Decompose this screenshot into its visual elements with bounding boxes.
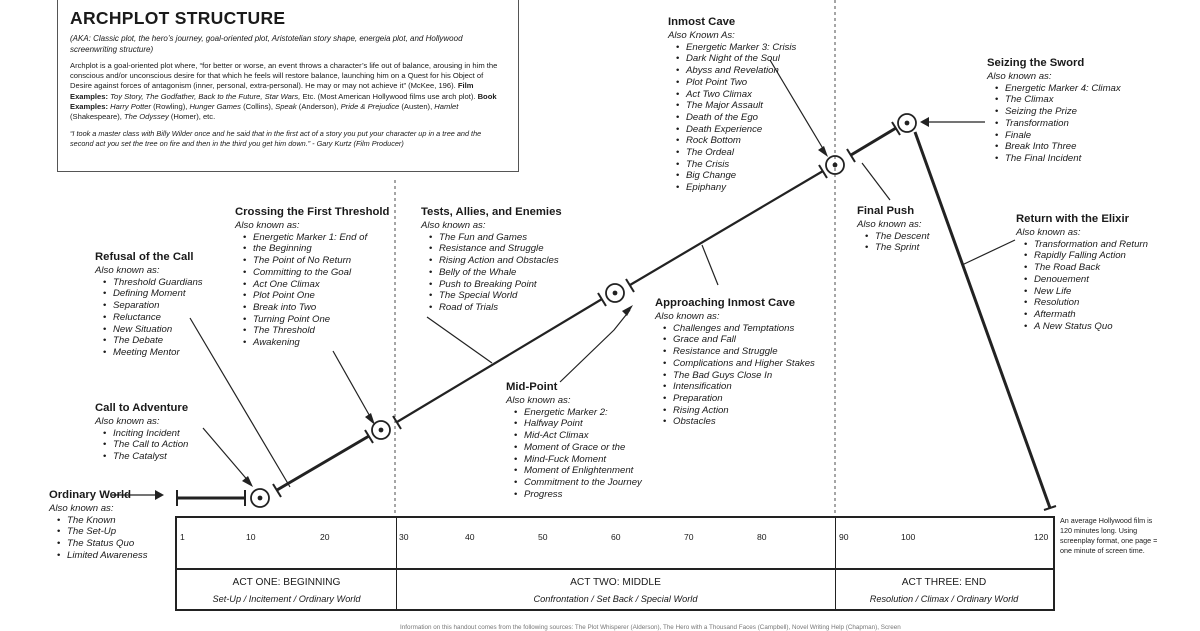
stage-alias-item: • The Descent xyxy=(865,231,929,243)
stage-alias-item: • The Debate xyxy=(103,335,203,347)
stage-crossing-first-threshold xyxy=(235,205,389,349)
intro-description-part: Speak xyxy=(275,101,297,111)
page-tick: 40 xyxy=(465,532,475,542)
page-tick: 1 xyxy=(180,532,185,542)
stage-alias-item: • The Status Quo xyxy=(57,538,148,550)
page-tick: 120 xyxy=(1034,532,1049,542)
stage-alias-list xyxy=(95,428,188,463)
stage-inmost-cave xyxy=(668,15,796,194)
stage-alias-list xyxy=(668,42,796,194)
intro-description-part: Hunger Games xyxy=(189,101,241,111)
stage-alias-item: • Awakening xyxy=(243,337,389,349)
intro-description-part: Book Examples: xyxy=(70,91,497,111)
stage-alias-item: • the Beginning xyxy=(243,243,389,255)
stage-alias-item: • Mid-Act Climax xyxy=(514,430,642,442)
stage-aka-label: Also known as: xyxy=(1016,227,1081,238)
plot-line-act-one xyxy=(277,436,369,490)
page-title: ARCHPLOT STRUCTURE xyxy=(70,8,286,28)
stage-alias-item: • Break Into Three xyxy=(995,141,1121,153)
stage-alias-item: • The Sprint xyxy=(865,242,929,254)
intro-description-part: Hamlet xyxy=(434,101,459,111)
stage-alias-item: • Transformation xyxy=(995,118,1121,130)
stage-refusal-of-the-call xyxy=(95,250,203,359)
stage-aka-label: Also known as: xyxy=(857,219,922,230)
stage-alias-item: • Intensification xyxy=(663,381,815,393)
stage-alias-item: • The Road Back xyxy=(1024,262,1148,274)
act-three-name: ACT THREE: END xyxy=(901,577,987,588)
stage-alias-list xyxy=(49,515,148,562)
stage-aka-label: Also known as: xyxy=(987,71,1052,82)
stage-alias-item: • Energetic Marker 3: Crisis xyxy=(676,42,796,54)
intro-description-part: (Austen), xyxy=(399,101,435,111)
stage-alias-item: • Denouement xyxy=(1024,274,1148,286)
stage-alias-item: • Abyss and Revelation xyxy=(676,65,796,77)
stage-alias-item: • Complications and Higher Stakes xyxy=(663,358,815,370)
stage-alias-item: • Progress xyxy=(514,489,642,501)
stage-alias-item: • Resolution xyxy=(1024,297,1148,309)
stage-aka-label: Also known as: xyxy=(95,265,160,276)
stage-aka-label: Also known as: xyxy=(421,220,486,231)
stage-alias-item: • Committing to the Goal xyxy=(243,267,389,279)
stage-title-crossing-first-threshold: Crossing the First Threshold xyxy=(235,206,390,218)
stage-alias-item: • Resistance and Struggle xyxy=(429,243,562,255)
leader-final-push xyxy=(862,163,890,200)
intro-description-part: Harry Potter xyxy=(110,101,152,111)
arrow-midpoint xyxy=(560,310,630,382)
page-tick: 50 xyxy=(538,532,548,542)
stage-alias-item: • Energetic Marker 1: End of xyxy=(243,232,389,244)
intro-description-part: (Rowling), xyxy=(151,101,190,111)
intro-description-part: Film Examples: xyxy=(70,81,474,101)
stage-title-approaching-inmost-cave: Approaching Inmost Cave xyxy=(655,297,795,309)
stage-alias-item: • Transformation and Return xyxy=(1024,239,1148,251)
stage-aka-label: Also known as: xyxy=(506,395,571,406)
stage-alias-item: • Mind-Fuck Moment xyxy=(514,454,642,466)
stage-alias-item: • Death Experience xyxy=(676,124,796,136)
leader-tests xyxy=(427,317,492,363)
stage-alias-item: • Resistance and Struggle xyxy=(663,346,815,358)
stage-alias-item: • Energetic Marker 4: Climax xyxy=(995,83,1121,95)
stage-alias-item: • The Point of No Return xyxy=(243,255,389,267)
intro-description-part: Archplot is a goal-oriented plot where, “for better or worse, an event throws a character’s life out of balance, arousing in him the conscious and/or unconscious desire for that which he feels will restore balance, launching him on a Quest for his Object of Desire against forces of antagonism (inner, personal, extra-personal). He may or may not achieve it” (McKee, 196). xyxy=(70,61,498,91)
stage-alias-item: • New Situation xyxy=(103,324,203,336)
stage-call-to-adventure xyxy=(95,401,188,463)
stage-alias-list xyxy=(421,232,562,314)
stage-alias-item: • Turning Point One xyxy=(243,314,389,326)
stage-alias-item: • Challenges and Temptations xyxy=(663,323,815,335)
intro-aka: (AKA: Classic plot, the hero’s journey, goal-oriented plot, Aristotelian story shape, energeia plot, and Hollywood screenwriting structure) xyxy=(70,34,463,54)
stage-tests-allies-enemies xyxy=(421,205,562,314)
intro-description-part: (Shakespeare), xyxy=(70,112,125,122)
stage-title-inmost-cave: Inmost Cave xyxy=(668,16,736,28)
stage-title-mid-point: Mid-Point xyxy=(506,381,558,393)
stage-alias-item: • The Final Incident xyxy=(995,153,1121,165)
plot-line-final-push xyxy=(851,128,896,155)
stage-alias-item: • The Set-Up xyxy=(57,526,148,538)
stage-alias-item: • The Fun and Games xyxy=(429,232,562,244)
arrow-call-to-adventure xyxy=(203,428,250,483)
act-two-desc: Confrontation / Set Back / Special World xyxy=(533,594,698,604)
stage-final-push xyxy=(857,204,929,254)
stage-alias-item: • Act One Climax xyxy=(243,279,389,291)
stage-alias-item: • Belly of the Whale xyxy=(429,267,562,279)
stage-alias-item: • Energetic Marker 2: xyxy=(514,407,642,419)
stage-alias-item: • Plot Point One xyxy=(243,290,389,302)
stage-alias-item: • Inciting Incident xyxy=(103,428,188,440)
stage-aka-label: Also known as: xyxy=(95,416,160,427)
leader-return xyxy=(962,240,1015,265)
stage-title-refusal-of-the-call: Refusal of the Call xyxy=(95,251,194,263)
stage-alias-item: • The Ordeal xyxy=(676,147,796,159)
stage-title-final-push: Final Push xyxy=(857,205,915,217)
stage-approaching-inmost-cave xyxy=(655,296,815,428)
stage-alias-item: • New Life xyxy=(1024,286,1148,298)
page-tick: 90 xyxy=(839,532,849,542)
stage-alias-item: • A New Status Quo xyxy=(1024,321,1148,333)
intro-description-part: (Anderson), xyxy=(296,101,341,111)
stage-alias-item: • Moment of Grace or the xyxy=(514,442,642,454)
stage-return-with-elixir xyxy=(1016,212,1148,332)
stage-alias-item: • Plot Point Two xyxy=(676,77,796,89)
arrow-crossing-threshold xyxy=(333,351,372,420)
footer-sources-note: Information on this handout comes from the following sources: The Plot Whisperer (Alderson), The Hero with a Thousand Faces (Campbell), Novel Writing Help (Chapman), Screen xyxy=(400,624,901,631)
stage-alias-item: • Meeting Mentor xyxy=(103,347,203,359)
stage-alias-item: • Big Change xyxy=(676,170,796,182)
stage-alias-item: • The Bad Guys Close In xyxy=(663,370,815,382)
stage-alias-item: • Reluctance xyxy=(103,312,203,324)
stage-aka-label: Also known as: xyxy=(655,311,720,322)
stage-title-seizing-the-sword: Seizing the Sword xyxy=(987,57,1085,69)
stage-alias-list xyxy=(655,323,815,428)
intro-description-part: Toy Story, The Godfather, Back to the Future, Star Wars, xyxy=(110,91,301,101)
stage-alias-item: • Rising Action xyxy=(663,405,815,417)
hollywood-note: An average Hollywood film is 120 minutes long. Using screenplay format, one page = one minute of screen time. xyxy=(1060,516,1158,555)
act-two-label xyxy=(396,576,835,605)
stage-alias-item: • Rock Bottom xyxy=(676,135,796,147)
stage-alias-item: • Preparation xyxy=(663,393,815,405)
stage-alias-item: • The Threshold xyxy=(243,325,389,337)
page-timeline xyxy=(175,516,1055,611)
stage-alias-item: • Break into Two xyxy=(243,302,389,314)
stage-alias-item: • Limited Awareness xyxy=(57,550,148,562)
stage-alias-item: • The Catalyst xyxy=(103,451,188,463)
stage-aka-label: Also Known As: xyxy=(668,30,735,41)
act-one-desc: Set-Up / Incitement / Ordinary World xyxy=(212,594,361,604)
stage-alias-item: • Separation xyxy=(103,300,203,312)
intro-box xyxy=(57,0,519,172)
stage-alias-item: • The Known xyxy=(57,515,148,527)
stage-alias-item: • Threshold Guardians xyxy=(103,277,203,289)
page-tick: 20 xyxy=(320,532,330,542)
stage-alias-item: • Road of Trials xyxy=(429,302,562,314)
act-one-name: ACT ONE: BEGINNING xyxy=(232,577,341,588)
stage-title-return-with-elixir: Return with the Elixir xyxy=(1016,213,1129,225)
intro-description xyxy=(70,61,506,122)
stage-alias-item: • Finale xyxy=(995,130,1121,142)
intro-description-part: (Collins), xyxy=(240,101,276,111)
stage-alias-item: • Defining Moment xyxy=(103,288,203,300)
stage-alias-item: • Commitment to the Journey xyxy=(514,477,642,489)
stage-alias-item: • Push to Breaking Point xyxy=(429,279,562,291)
intro-description-part: (Homer), etc. xyxy=(168,112,216,122)
intro-description-part: Etc. (Most American Hollywood films use arch plot). xyxy=(300,91,478,101)
stage-alias-item: • Epiphany xyxy=(676,182,796,194)
stage-alias-item: • Rising Action and Obstacles xyxy=(429,255,562,267)
stage-alias-item: • Moment of Enlightenment xyxy=(514,465,642,477)
page-tick: 80 xyxy=(757,532,767,542)
stage-alias-list xyxy=(857,231,929,254)
page-tick: 60 xyxy=(611,532,621,542)
stage-title-call-to-adventure: Call to Adventure xyxy=(95,402,189,414)
intro-description-part: Pride & Prejudice xyxy=(340,101,400,111)
stage-alias-item: • Aftermath xyxy=(1024,309,1148,321)
act-three-desc: Resolution / Climax / Ordinary World xyxy=(869,594,1019,604)
stage-aka-label: Also known as: xyxy=(49,503,114,514)
page-tick: 70 xyxy=(684,532,694,542)
stage-aka-label: Also known as: xyxy=(235,220,300,231)
stage-alias-list xyxy=(95,277,203,359)
intro-quote: “I took a master class with Billy Wilder once and he said that in the first act of a story you put your character up in a tree and the second act you set the tree on fire and then in the third you get him down.” - Gary Kurtz (Film Producer) xyxy=(70,129,482,149)
act-three-label xyxy=(835,576,1053,605)
stage-alias-item: • The Special World xyxy=(429,290,562,302)
intro-description-part: The Odyssey xyxy=(124,112,169,122)
stage-alias-item: • Halfway Point xyxy=(514,418,642,430)
stage-alias-item: • The Crisis xyxy=(676,159,796,171)
stage-alias-list xyxy=(1016,239,1148,333)
page-number-bar xyxy=(177,518,1053,570)
act-two-name: ACT TWO: MIDDLE xyxy=(570,577,661,588)
stage-title-tests-allies-enemies: Tests, Allies, and Enemies xyxy=(421,206,562,218)
stage-alias-list xyxy=(987,83,1121,165)
stage-alias-item: • Grace and Fall xyxy=(663,334,815,346)
stage-alias-item: • The Climax xyxy=(995,94,1121,106)
page-tick: 10 xyxy=(246,532,256,542)
stage-ordinary-world xyxy=(49,488,148,562)
stage-alias-item: • Seizing the Prize xyxy=(995,106,1121,118)
stage-mid-point xyxy=(506,380,642,500)
stage-alias-item: • Dark Night of the Soul xyxy=(676,53,796,65)
stage-alias-item: • Death of the Ego xyxy=(676,112,796,124)
stage-alias-item: • The Major Assault xyxy=(676,100,796,112)
stage-alias-item: • Act Two Climax xyxy=(676,89,796,101)
page-tick: 30 xyxy=(399,532,409,542)
stage-alias-list xyxy=(506,407,642,501)
act-one-label xyxy=(177,576,396,605)
stage-alias-item: • Rapidly Falling Action xyxy=(1024,250,1148,262)
stage-seizing-the-sword xyxy=(987,56,1121,165)
stage-alias-item: • Obstacles xyxy=(663,416,815,428)
stage-alias-list xyxy=(235,232,389,349)
leader-approaching xyxy=(702,245,718,285)
stage-title-ordinary-world: Ordinary World xyxy=(49,489,132,501)
stage-alias-item: • The Call to Action xyxy=(103,439,188,451)
page-tick: 100 xyxy=(901,532,916,542)
